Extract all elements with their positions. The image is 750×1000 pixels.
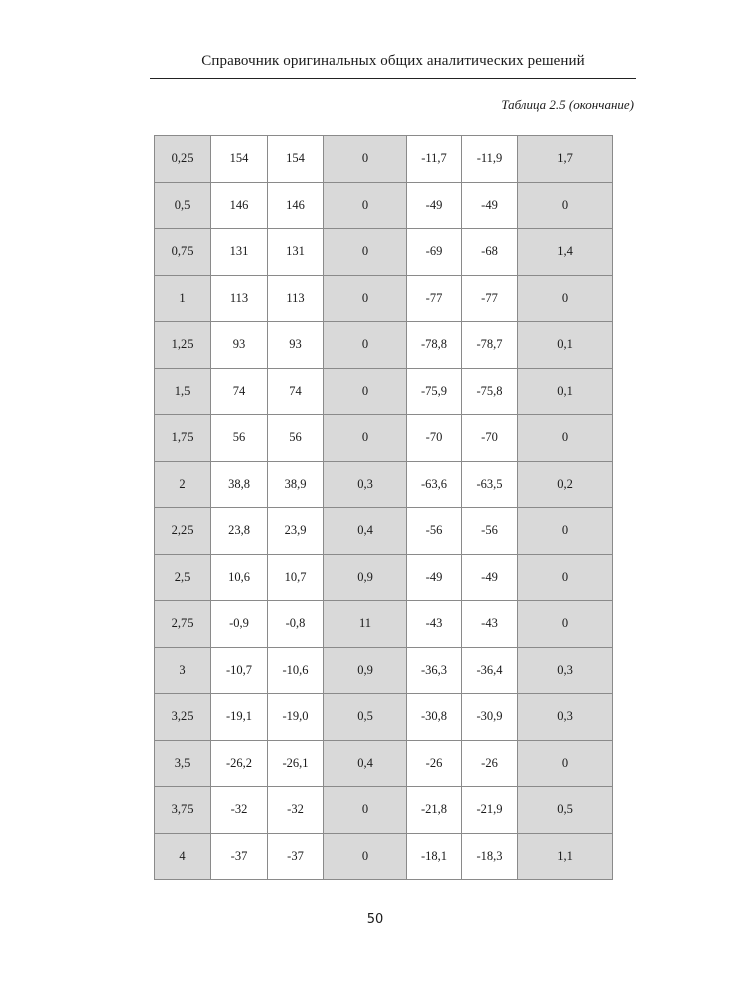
table-cell: 131 bbox=[211, 229, 268, 276]
table-cell: -75,9 bbox=[407, 368, 462, 415]
table-row bbox=[155, 554, 613, 601]
table-cell: -10,7 bbox=[211, 647, 268, 694]
table-cell: 0 bbox=[324, 833, 407, 880]
table-cell: 3,5 bbox=[155, 740, 211, 787]
table-cell: 0 bbox=[324, 275, 407, 322]
table-cell: -56 bbox=[462, 508, 518, 555]
table-cell: -30,8 bbox=[407, 694, 462, 741]
table-cell: -70 bbox=[407, 415, 462, 462]
table-cell: -18,3 bbox=[462, 833, 518, 880]
table-cell: -26,2 bbox=[211, 740, 268, 787]
table-cell: 10,6 bbox=[211, 554, 268, 601]
table-cell: 113 bbox=[268, 275, 324, 322]
table-cell: -32 bbox=[211, 787, 268, 834]
table-cell: 10,7 bbox=[268, 554, 324, 601]
table-caption: Таблица 2.5 (окончание) bbox=[501, 97, 634, 112]
table-cell: 0,5 bbox=[324, 694, 407, 741]
table-cell: 0,9 bbox=[324, 554, 407, 601]
table-cell: 1,7 bbox=[518, 136, 613, 183]
table-cell: 23,8 bbox=[211, 508, 268, 555]
table-row bbox=[155, 461, 613, 508]
table-cell: -68 bbox=[462, 229, 518, 276]
table-cell: 3,25 bbox=[155, 694, 211, 741]
table-row bbox=[155, 229, 613, 276]
table-row bbox=[155, 136, 613, 183]
table-cell: -11,9 bbox=[462, 136, 518, 183]
table-row bbox=[155, 694, 613, 741]
table-cell: 74 bbox=[211, 368, 268, 415]
table-cell: 1,75 bbox=[155, 415, 211, 462]
table-cell: 93 bbox=[268, 322, 324, 369]
table-cell: 131 bbox=[268, 229, 324, 276]
table-cell: 3,75 bbox=[155, 787, 211, 834]
table-cell: -56 bbox=[407, 508, 462, 555]
table-cell: -49 bbox=[462, 182, 518, 229]
table-row bbox=[155, 508, 613, 555]
table-row bbox=[155, 275, 613, 322]
data-table bbox=[154, 135, 613, 880]
table-cell: 0,4 bbox=[324, 740, 407, 787]
table-cell: -77 bbox=[462, 275, 518, 322]
table-cell: 1,5 bbox=[155, 368, 211, 415]
table-cell: -21,8 bbox=[407, 787, 462, 834]
table-cell: 74 bbox=[268, 368, 324, 415]
header-rule bbox=[150, 78, 636, 79]
table-cell: 0 bbox=[518, 740, 613, 787]
table-cell: -43 bbox=[407, 601, 462, 648]
table-cell: 0 bbox=[324, 415, 407, 462]
table-cell: -63,6 bbox=[407, 461, 462, 508]
table-cell: 0 bbox=[324, 787, 407, 834]
table-cell: 1 bbox=[155, 275, 211, 322]
table-cell: 93 bbox=[211, 322, 268, 369]
table-cell: 2 bbox=[155, 461, 211, 508]
table-cell: 113 bbox=[211, 275, 268, 322]
table-cell: 0,5 bbox=[155, 182, 211, 229]
table-cell: 0,3 bbox=[324, 461, 407, 508]
table-cell: -26 bbox=[462, 740, 518, 787]
table-row bbox=[155, 647, 613, 694]
table-cell: -26,1 bbox=[268, 740, 324, 787]
table-cell: 2,5 bbox=[155, 554, 211, 601]
table-cell: -10,6 bbox=[268, 647, 324, 694]
table-row bbox=[155, 740, 613, 787]
table-cell: 0,25 bbox=[155, 136, 211, 183]
table-row bbox=[155, 833, 613, 880]
table-cell: 0 bbox=[324, 322, 407, 369]
table-cell: -70 bbox=[462, 415, 518, 462]
table-cell: 3 bbox=[155, 647, 211, 694]
table-cell: -37 bbox=[268, 833, 324, 880]
table-cell: -37 bbox=[211, 833, 268, 880]
page-number: 50 bbox=[366, 912, 384, 927]
table-cell: 0,5 bbox=[518, 787, 613, 834]
table-cell: 0,4 bbox=[324, 508, 407, 555]
table-cell: -36,4 bbox=[462, 647, 518, 694]
table-cell: 2,25 bbox=[155, 508, 211, 555]
table-cell: 0 bbox=[324, 136, 407, 183]
table-row bbox=[155, 601, 613, 648]
table-cell: 0 bbox=[324, 182, 407, 229]
table-cell: 0 bbox=[518, 275, 613, 322]
table-row bbox=[155, 182, 613, 229]
table-row bbox=[155, 368, 613, 415]
table-row bbox=[155, 787, 613, 834]
table-cell: -19,0 bbox=[268, 694, 324, 741]
table-cell: -43 bbox=[462, 601, 518, 648]
table-cell: -30,9 bbox=[462, 694, 518, 741]
table-cell: 1,25 bbox=[155, 322, 211, 369]
table-cell: 0,1 bbox=[518, 368, 613, 415]
table-cell: 4 bbox=[155, 833, 211, 880]
table-cell: 0 bbox=[324, 229, 407, 276]
table-cell: 56 bbox=[211, 415, 268, 462]
table-cell: 56 bbox=[268, 415, 324, 462]
table-cell: -49 bbox=[407, 182, 462, 229]
table-cell: 146 bbox=[268, 182, 324, 229]
table-cell: 2,75 bbox=[155, 601, 211, 648]
table-cell: 1,4 bbox=[518, 229, 613, 276]
table-row bbox=[155, 322, 613, 369]
table-cell: 0 bbox=[324, 368, 407, 415]
table-cell: 11 bbox=[324, 601, 407, 648]
table-cell: -36,3 bbox=[407, 647, 462, 694]
table-cell: 23,9 bbox=[268, 508, 324, 555]
table-cell: 38,9 bbox=[268, 461, 324, 508]
table-cell: -19,1 bbox=[211, 694, 268, 741]
table-cell: -63,5 bbox=[462, 461, 518, 508]
table-cell: 0,3 bbox=[518, 694, 613, 741]
table-cell: 1,1 bbox=[518, 833, 613, 880]
table-cell: -49 bbox=[407, 554, 462, 601]
table-body bbox=[155, 136, 613, 880]
table-cell: 0 bbox=[518, 508, 613, 555]
table-cell: -26 bbox=[407, 740, 462, 787]
table-cell: 0,1 bbox=[518, 322, 613, 369]
table-cell: 0 bbox=[518, 182, 613, 229]
table-cell: 0 bbox=[518, 601, 613, 648]
table-cell: -11,7 bbox=[407, 136, 462, 183]
table-cell: 154 bbox=[268, 136, 324, 183]
running-header: Справочник оригинальных общих аналитических решений bbox=[201, 53, 585, 69]
table-cell: -69 bbox=[407, 229, 462, 276]
table-row bbox=[155, 415, 613, 462]
table-cell: -75,8 bbox=[462, 368, 518, 415]
table-cell: -21,9 bbox=[462, 787, 518, 834]
table-cell: 0,75 bbox=[155, 229, 211, 276]
table-cell: -49 bbox=[462, 554, 518, 601]
table-cell: -32 bbox=[268, 787, 324, 834]
table-cell: 0,3 bbox=[518, 647, 613, 694]
table-cell: 0,2 bbox=[518, 461, 613, 508]
table-cell: -18,1 bbox=[407, 833, 462, 880]
table-cell: 38,8 bbox=[211, 461, 268, 508]
table-cell: 0 bbox=[518, 554, 613, 601]
table-cell: 146 bbox=[211, 182, 268, 229]
table-cell: -0,9 bbox=[211, 601, 268, 648]
table-cell: -78,8 bbox=[407, 322, 462, 369]
table-cell: 0 bbox=[518, 415, 613, 462]
table-cell: 0,9 bbox=[324, 647, 407, 694]
table-cell: -78,7 bbox=[462, 322, 518, 369]
table-cell: -0,8 bbox=[268, 601, 324, 648]
table-cell: 154 bbox=[211, 136, 268, 183]
table-cell: -77 bbox=[407, 275, 462, 322]
